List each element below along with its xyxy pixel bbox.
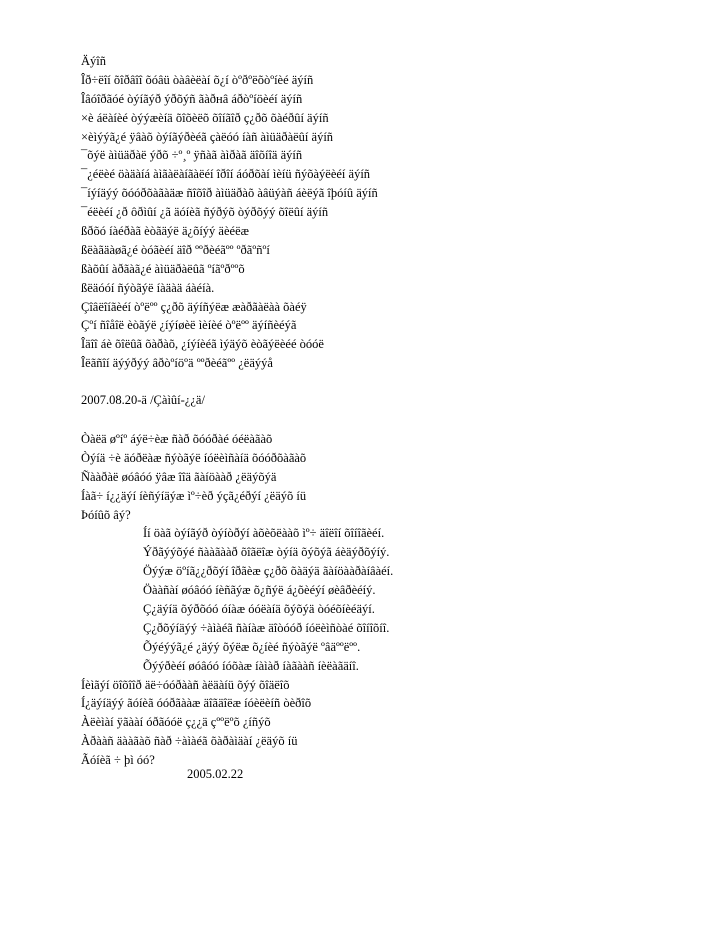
poem-line: Òàëä øºíº áýë÷èæ ñàð õóóðàé óéëàãàõ <box>81 432 273 446</box>
poem-line: Í¿äýíäýý ãóíèã óóðãààæ äîãäîëæ íóèëèíñ òèðîõ <box>81 696 312 711</box>
poem-line: ¯¿éëèé öàäàíá àìãàëàíãàëéí îðîí áóðõàí ìèíü ñýõàýëèéí äýíñ <box>81 167 371 182</box>
poem-line: Îäîî áè õîëûã õàðàõ, ¿íýíèéã ìýäýõ èòãýëèéé òóóë <box>81 337 324 352</box>
poem-line <box>81 373 701 392</box>
poem-section-2 <box>81 430 701 770</box>
poem-line: ßëäóóí ñýòãýë íàäàä áàéíà. <box>81 280 215 295</box>
poem-line: ßðõó íàéðàã èòãäýë ä¿õíýý äèéëæ <box>81 224 249 239</box>
poem-line: Çîâëîíãèéí òºëºº ç¿ðõ äýíñýëæ æàðãàëàà õàéÿ <box>81 299 307 314</box>
poem-line-indented: Öýýæ öºíã¿¿ðõýí îðãèæ ç¿ðõ õàäýä ãàíöààðàíâàéí. <box>143 564 394 579</box>
poem-line: ßàõûí àðãàã¿é àìüäðàëûã ºíãºðººõ <box>81 261 245 276</box>
poem-line: Çºí ñîåîë èòãýë ¿íýíøèë ìèíèé òºëºº äýíñèéýã <box>81 318 297 333</box>
poem-line-indented: Õýéýýã¿é ¿äýý õýëæ õ¿íèé ñýòãýë ºâäººëºº. <box>143 639 361 654</box>
poem-line: ×èìýýã¿é ÿâàõ òýíãýðèéã çàëóó íàñ àìüäðàëûí äýíñ <box>81 129 334 144</box>
footer-date: 2005.02.22 <box>187 767 244 781</box>
poem-line: Îâóîðãóé òýíãýð ýðõýñ ãàðнâ áðòºíöèéí äýíñ <box>81 91 303 106</box>
poem-line: ×è áëàíèé òýýæèíä õîõèëõ õîíãîð ç¿ðõ õàéðûí äýíñ <box>81 110 329 125</box>
poem-date: 2007.08.20-ä /Çàìûí-¿¿ä/ <box>81 393 205 407</box>
poem-line: Ãóíèã ÷ þì óó? <box>81 753 155 768</box>
poem-title: Äýîñ <box>81 54 106 68</box>
poem-line-indented: Ýðãýýõýé ñààãààð õîãëîæ òýíä õýõýã áèäýðõýíý. <box>143 545 390 560</box>
poem-line: ¯õýë àìüäðàë ýðõ ÷º¸º ÿñàã àìðàã äîõíîä äýíñ <box>81 148 303 163</box>
poem-line: Ñààðàë øóâóó ÿâæ îîä ãàíöààð ¿ëäýõýä <box>81 469 277 484</box>
poem-line: Þóíûõ âý? <box>81 507 131 522</box>
poem-line: Íèìãýí öîõîîð äë÷óóðààñ àëäàíü õýý õîäëîõ <box>81 677 290 692</box>
poem-line-indented: Ç¿äýíä õýðõóó óíàæ óóëàíä õýõýä òóéõíèéäýí. <box>143 602 375 617</box>
poem-line-indented: Öààñàí øóâóó íèñãýæ õ¿ñýë á¿õèéýí øèâðèéíý. <box>143 583 376 598</box>
poem-line: Îð÷ëîí õîðâîî õóâü òàâèëàí õ¿í òºðºëõòºíèé äýíñ <box>81 72 314 87</box>
poem-line: Àëèìàí ÿãààí óðãóóë ç¿¿ä çººëºõ ¿íñýõ <box>81 715 271 730</box>
poem-line: Àðààñ äààãàõ ñàð ÷àìàéã õàðàìäàí ¿ëäýõ íü <box>81 734 298 749</box>
poem-line: ¯íýíäýý õóóðõàãàäæ ñîõîð àìüäðàõ àâüýàñ áèëýã îþóíû äýíñ <box>81 186 378 201</box>
poem-line-indented: Ç¿ðõýíäýý ÷àìàéã ñàíàæ äîòóóð íóëèìñòàé õîíîõíî. <box>143 620 390 635</box>
poem-line: Íàã÷ í¿¿äýí íèñýíäýæ ìº÷èð ýçã¿éðýí ¿ëäýõ íü <box>81 488 307 503</box>
poem-line: Îëãñîí äýýðýý âðòºíöºä ººðèéãºº ¿ëäýýå <box>81 356 273 371</box>
poem-section-1 <box>81 52 701 392</box>
poem-line: ßëàãäàøã¿é òóãèéí äîð ººðèéãºº ºðãºñºí <box>81 242 270 257</box>
poem-line: Òýíä ÷è äóðëàæ ñýòãýë íóëèìñàíä õóóðõàãàõ <box>81 450 307 465</box>
poem-line: ¯éëèéí ¿ð ôðìûí ¿ã äóíèã ñýðýõ òýðõýý õîëûí äýíñ <box>81 205 329 220</box>
poem-line-indented: Íí öàã òýíãýð òýíòðýí àõèõëààõ ìº÷ äîëîí õîíîãèéí. <box>143 526 385 541</box>
poem-line-indented: Õýýðèéí øóâóó íóõàæ íàìàð íàãààñ íèëàãäíî. <box>143 658 359 673</box>
